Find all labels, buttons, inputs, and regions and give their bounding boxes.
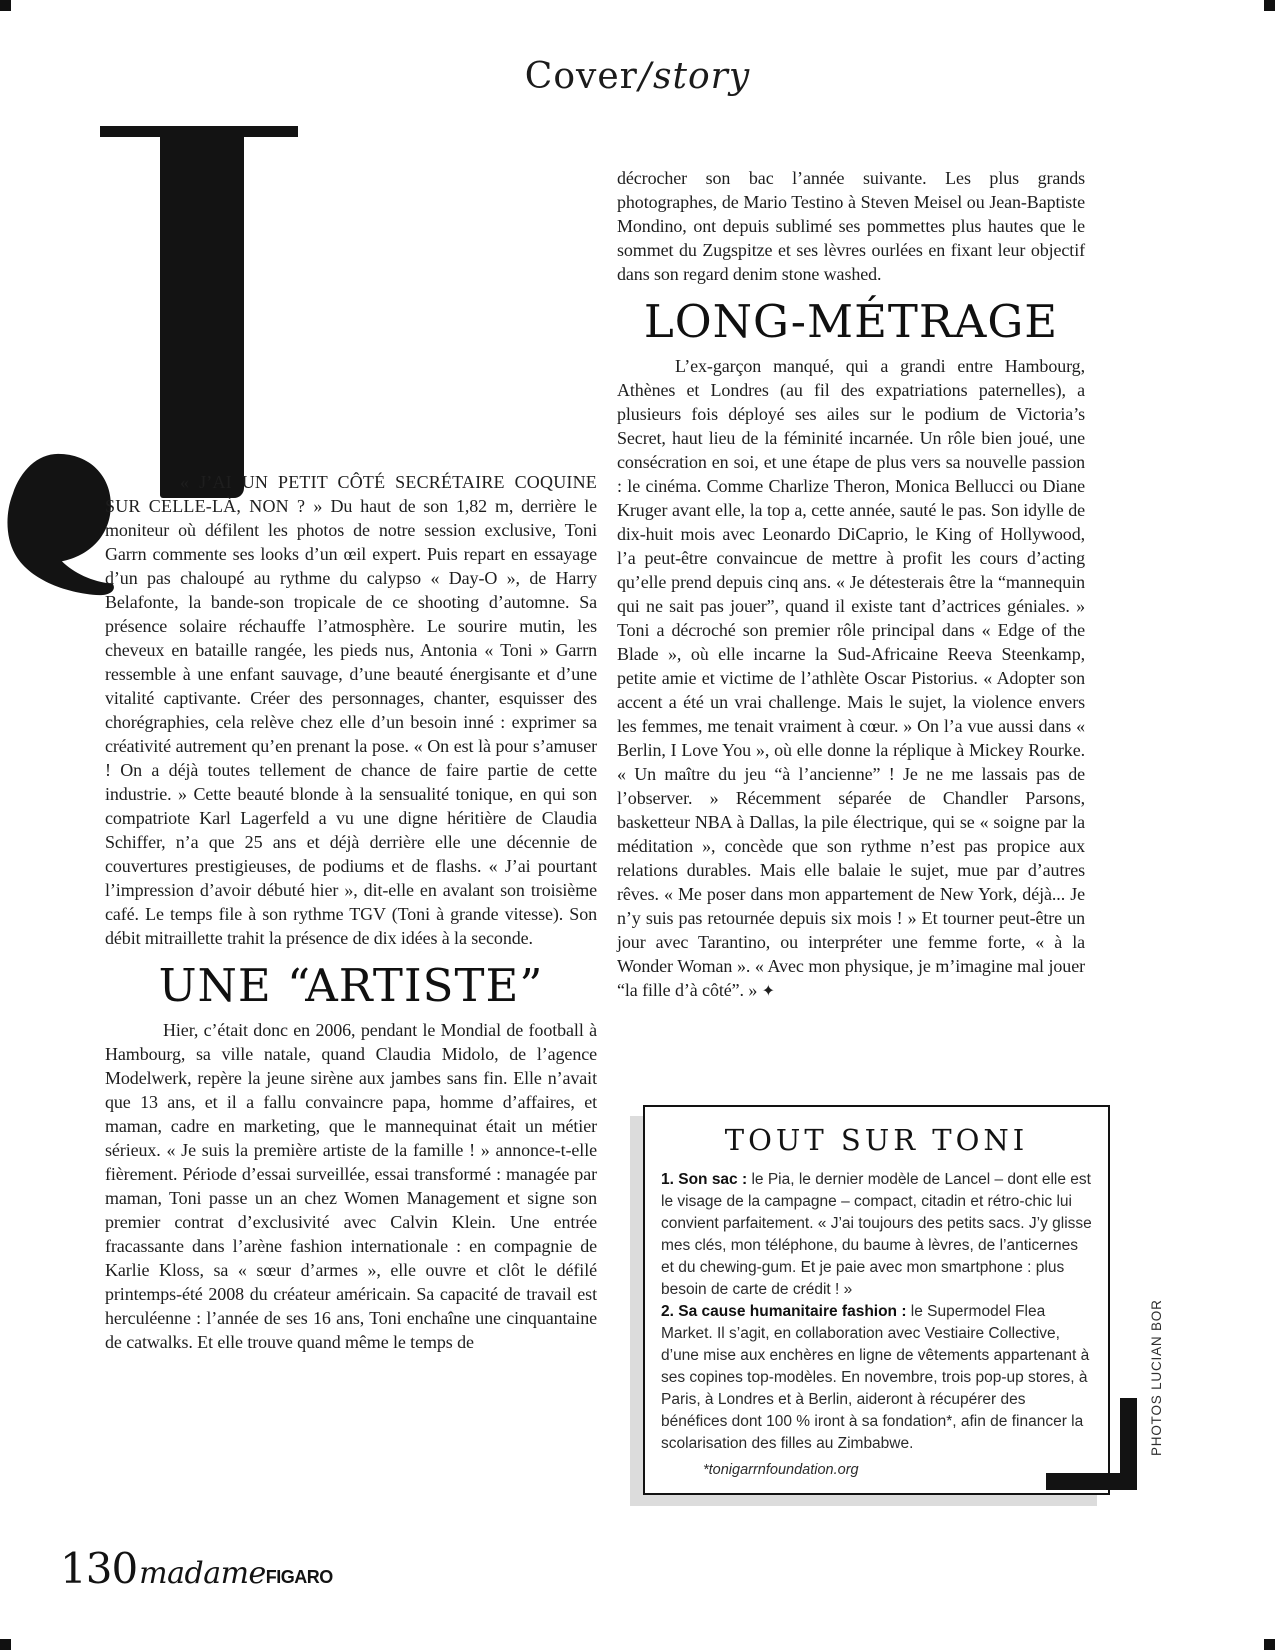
coverstory-regular: Cover [524, 56, 638, 97]
heading-une-artiste: UNE “ARTISTE” [158, 959, 544, 1012]
crop-mark-bottom-left [0, 1639, 11, 1650]
corner-bar-horizontal [1046, 1473, 1137, 1490]
right-paragraph-2 [617, 354, 1085, 1004]
magazine-logo-figaro: FIGARO [265, 1567, 333, 1587]
info-box-title: TOUT SUR TONI [724, 1123, 1029, 1157]
right-paragraph-1: décrocher son bac l’année suivante. Les plus grands photographes, de Mario Testino à Steven Meisel ou Jean-Baptiste Mondino, ont depuis sublimé ses pommettes plus hautes que le sommet du Zugspitze et ses lèvres ourlées en fixant leur objectif dans son regard denim stone washed. [617, 168, 1085, 284]
crop-mark-top-left [0, 0, 11, 11]
info-box-item-2-text: le Supermodel Flea Market. Il s’agit, en collaboration avec Vestiaire Collective, d’une mise aux enchères en ligne de vêtements appartenant à ses copines top-modèles. En novembre, trois pop-up stores, à Paris, à Londres et à Berlin, aideront à récupérer des bénéfices dont 100 % iront à sa fondation*, afin de financer la scolarisation des filles au Zimbabwe. [661, 1303, 1090, 1452]
left-paragraph-1-body: Du haut de son 1,82 m, derrière le moniteur où défilent les photos de notre session exclusive, Toni Garrn commente ses looks d’un œil expert. Puis repart en essayage d’un pas chaloupé au rythme du calypso « Day-O », de Harry Belafonte, la bande-son tropicale de ce shooting d’automne. Sa présence solaire réchauffe l’atmosphère. Le sourire mutin, les cheveux en bataille rangée, les pieds nus, Antonia « Toni » Garrn ressemble à une enfant sauvage, d’une beauté énergisante et d’une vitalité captivante. Créer des personnages, chanter, esquisser des chorégraphies, cela relève chez elle d’un besoin inné : exprimer sa créativité autrement qu’en prenant la pose. « On est là pour s’amuser ! On a déjà toutes tellement de chance de faire partie de cette industrie. » Cette beauté blonde à la sensualité tonique, en qui son compatriote Karl Lagerfeld a vu une digne héritière de Claudia Schiffer, n’a que 25 ans et déjà derrière elle une décennie de couvertures prestigieuses, de podiums et de flashs. « J’ai pourtant l’impression d’avoir débuté hier », dit-elle en avalant son troisième café. Le temps file à son rythme TGV (Toni à grande vitesse). Son débit mitraillette trahit la présence de dix idées à la seconde. [105, 496, 597, 948]
info-box-item-1-label: 1. Son sac : [661, 1171, 748, 1188]
article-end-mark-icon: ✦ [761, 983, 776, 1000]
section-header-coverstory [0, 56, 1275, 97]
crop-mark-top-right [1264, 0, 1275, 11]
info-box-item-1 [661, 1169, 1092, 1301]
info-box-tout-sur-toni [643, 1105, 1110, 1495]
heading-long-metrage: LONG-MÉTRAGE [643, 295, 1059, 348]
coverstory-slash: / [638, 56, 653, 97]
right-column [617, 166, 1085, 1004]
quote-lead-caps: « J’AI UN PETIT CÔTÉ SECRÉTAIRE COQUINE SUR CELLE-LÀ, NON ? » [105, 472, 597, 516]
page-number: 130 [60, 1544, 138, 1593]
coverstory-italic: story [653, 56, 751, 97]
crop-mark-bottom-right [1264, 1639, 1275, 1650]
info-box-item-2-label: 2. Sa cause humanitaire fashion : [661, 1303, 907, 1320]
page-footer [60, 1544, 333, 1593]
info-box-item-1-text: le Pia, le dernier modèle de Lancel – dont elle est le visage de la campagne – compact, citadin et rétro-chic lui convient parfaitement. « J’ai toujours des petits sacs. J’y glisse mes clés, mon téléphone, du baume à lèvres, de l’anticernes et du chewing-gum. Et je paie avec mon smartphone : plus besoin de carte de crédit ! » [661, 1171, 1092, 1298]
left-paragraph-2: Hier, c’était donc en 2006, pendant le Mondial de football à Hambourg, sa ville natale, quand Claudia Midolo, de l’agence Modelwerk, repère la jeune sirène aux jambes sans fin. Elle n’avait que 13 ans, et il a fallu convaincre papa, homme d’affaires, et maman, cadre en marketing, que le mannequinat était un métier sérieux. « Je suis la première artiste de la famille ! » annonce-t-elle fièrement. Période d’essai surveillée, essai transformé : managée par maman, Toni passe un an chez Women Management et signe son premier contrat d’exclusivité avec Calvin Klein. Une entrée fracassante dans l’arène fashion internationale : en compagnie de Karlie Kloss, sa « sœur d’armes », elle ouvre et clôt le défilé printemps-été 2008 du créateur américain. Sa capacité de travail est herculéenne : l’année de ses 16 ans, Toni enchaîne une cinquantaine de catwalks. Et elle trouve quand même le temps de [105, 1020, 597, 1352]
left-paragraph-1 [105, 470, 597, 950]
dropcap-apostrophe-shape [2, 452, 118, 598]
info-box-item-2 [661, 1301, 1092, 1455]
left-column [105, 470, 597, 1354]
dropcap-j-stem [160, 126, 244, 498]
info-box-footnote-url: *tonigarrnfoundation.org [703, 1462, 859, 1478]
photo-credit-vertical: PHOTOS LUCIAN BOR [1149, 1299, 1164, 1456]
right-paragraph-2-body: L’ex-garçon manqué, qui a grandi entre Hambourg, Athènes et Londres (au fil des expatriations paternelles), a plusieurs fois déployé ses ailes sur le podium de Victoria’s Secret, haut lieu de la féminité incarnée. Un rôle bien joué, une consécration en soi, et une étape de plus vers sa nouvelle passion : le cinéma. Comme Charlize Theron, Monica Bellucci ou Diane Kruger avant elle, la top a, cette année, sauté le pas. Son idylle de dix-huit mois avec Leonardo DiCaprio, le King of Hollywood, l’a peut-être convaincue de mettre à profit les cours d’acting qu’elle prend depuis cinq ans. « Je détesterais être la “mannequin qui ne sait pas jouer”, quand il existe tant d’actrices géniales. » Toni a décroché son premier rôle principal dans « Edge of the Blade », où elle incarne la Sud-Africaine Reeva Steenkamp, petite amie et victime de l’athlète Oscar Pistorius. « Adopter son accent a été un vrai challenge. Mais le sujet, la violence envers les femmes, me tenait vraiment à cœur. » On l’a vue aussi dans « Berlin, I Love You », où elle donne la réplique à Mickey Rourke. « Un maître du jeu “à l’ancienne” ! Je ne me lassais pas de l’observer. » Récemment séparée de Chandler Parsons, basketteur NBA à Dallas, la pile électrique, qui se « soigne par la méditation », concède que son rythme n’est pas propice aux relations durables. Mais elle balaie le sujet, mue par d’autres rêves. « Me poser dans mon appartement de New York, déjà... Je n’y suis pas retournée depuis six mois ! » Et tourner peut-être un jour avec Tarantino, ou interpréter une femme forte, « à la Wonder Woman ». « Avec mon physique, je m’imagine mal jouer “la fille d’à côté”. » [617, 356, 1085, 1000]
magazine-logo-madame: madame [139, 1556, 266, 1591]
